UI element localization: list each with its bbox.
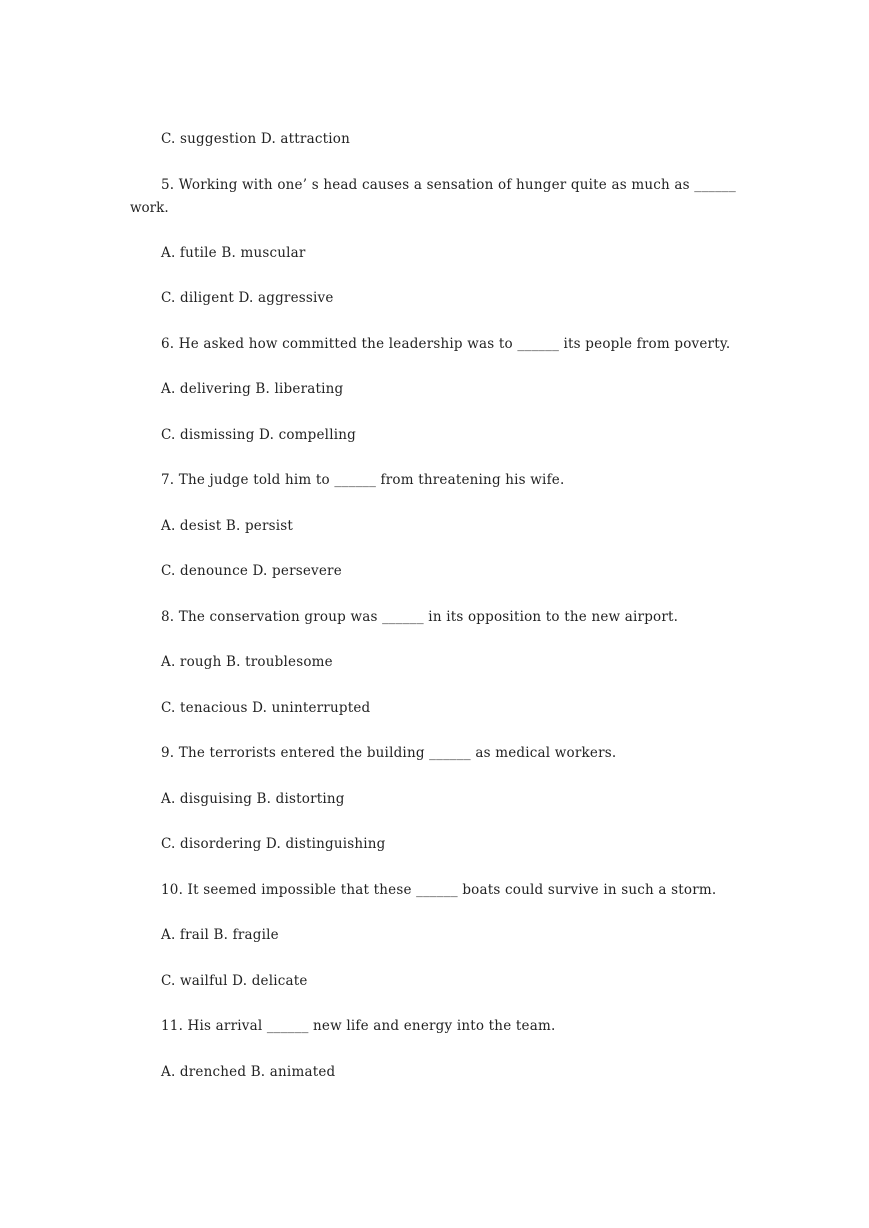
- question-5-options-cd: C. diligent D. aggressive: [161, 290, 334, 306]
- question-4-options-cd: C. suggestion D. attraction: [161, 131, 350, 147]
- question-9-options-ab: A. disguising B. distorting: [161, 791, 345, 807]
- question-6-options-cd: C. dismissing D. compelling: [161, 427, 356, 443]
- question-11-stem: 11. His arrival ______ new life and energy into the team.: [161, 1018, 556, 1034]
- question-7-options-ab: A. desist B. persist: [161, 518, 294, 534]
- question-8-options-cd: C. tenacious D. uninterrupted: [161, 700, 371, 716]
- question-9-stem: 9. The terrorists entered the building ______ as medical workers.: [161, 745, 617, 761]
- question-7-options-cd: C. denounce D. persevere: [161, 563, 342, 579]
- question-8-options-ab: A. rough B. troublesome: [161, 654, 333, 670]
- question-8-stem: 8. The conservation group was ______ in its opposition to the new airport.: [161, 609, 679, 625]
- question-10-stem: 10. It seemed impossible that these ______ boats could survive in such a storm.: [161, 882, 717, 898]
- question-7-stem: 7. The judge told him to ______ from threatening his wife.: [161, 472, 565, 488]
- question-10-options-ab: A. frail B. fragile: [161, 927, 279, 943]
- question-11-options-ab: A. drenched B. animated: [161, 1064, 336, 1080]
- question-6-stem: 6. He asked how committed the leadership was to ______ its people from poverty.: [161, 336, 731, 352]
- question-10-options-cd: C. wailful D. delicate: [161, 973, 308, 989]
- question-9-options-cd: C. disordering D. distinguishing: [161, 836, 386, 852]
- question-6-options-ab: A. delivering B. liberating: [161, 381, 344, 397]
- question-5-stem-continuation: work.: [130, 200, 169, 216]
- question-5-stem: 5. Working with one’ s head causes a sensation of hunger quite as much as ______: [161, 177, 736, 193]
- question-5-options-ab: A. futile B. muscular: [161, 245, 306, 261]
